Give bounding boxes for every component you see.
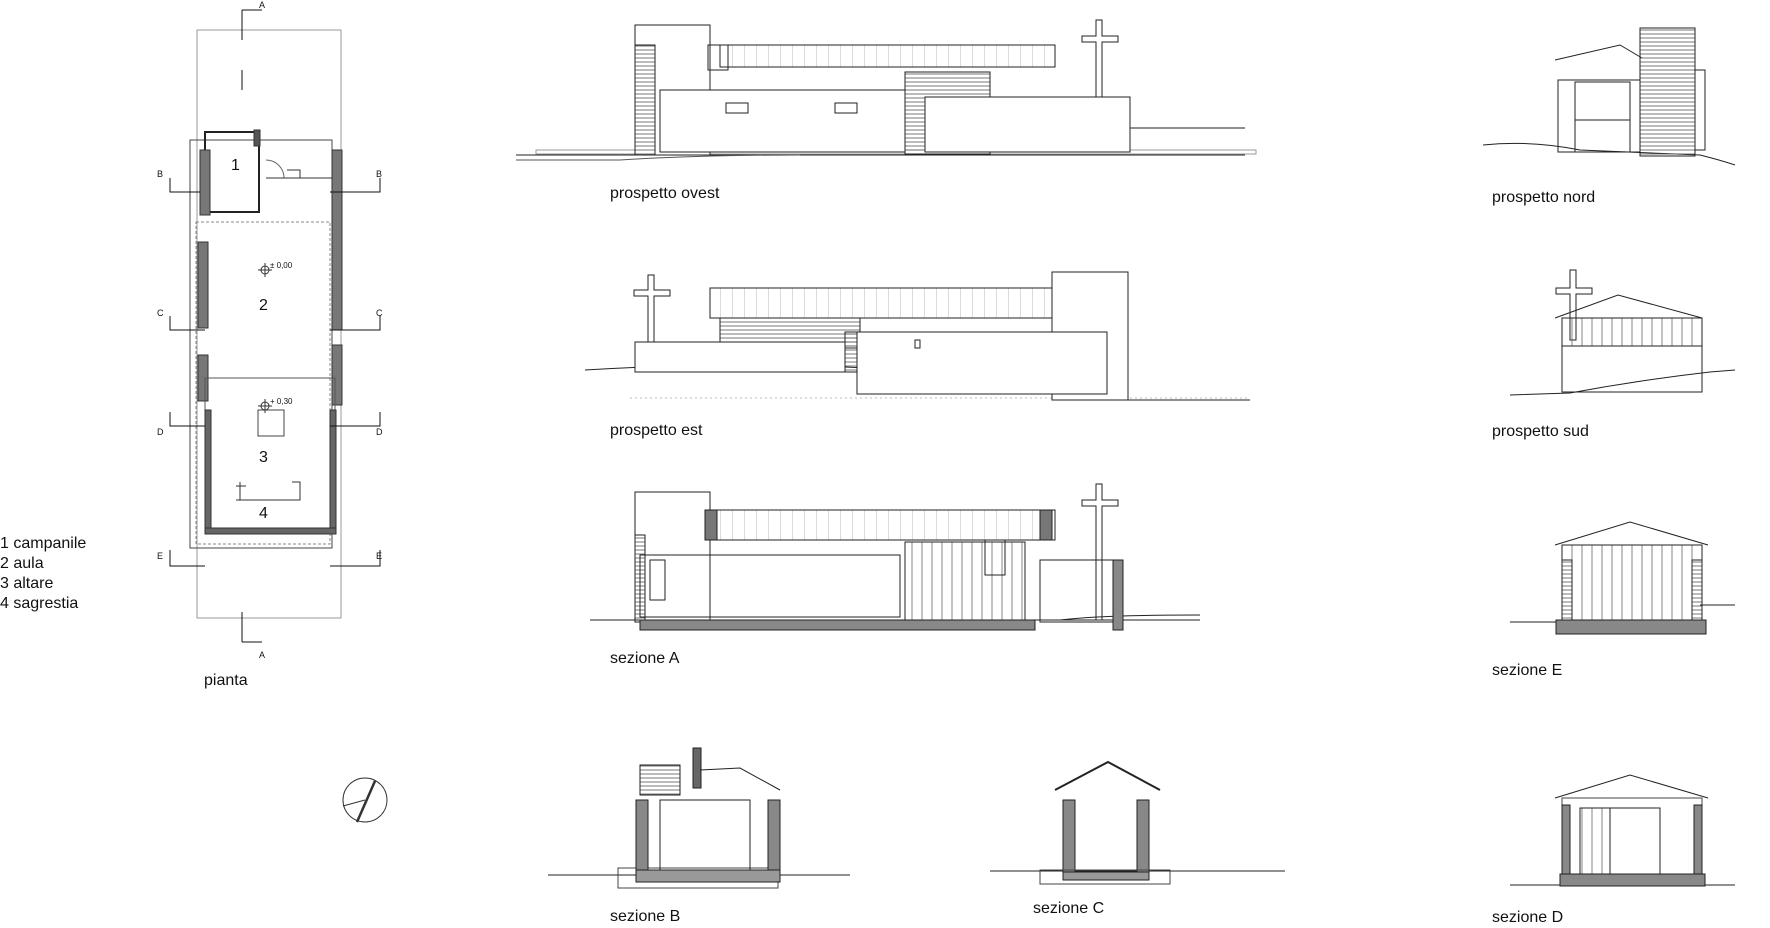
legend-item-aula: 2 aula: [0, 555, 44, 572]
floor-plan: [170, 10, 383, 642]
section-d: [1510, 775, 1735, 886]
section-b-label: sezione B: [610, 908, 681, 925]
section-c: [990, 762, 1285, 884]
section-b: [548, 748, 850, 888]
room-number-4: 4: [259, 505, 268, 522]
section-mark-e-right: E: [376, 551, 383, 561]
elevation-west: [516, 20, 1256, 160]
legend-item-altare: 3 altare: [0, 575, 54, 592]
room-legend: [0, 534, 86, 614]
room-number-3: 3: [259, 449, 268, 466]
section-a-label: sezione A: [610, 650, 680, 667]
level-marker-aula: ± 0,00: [270, 261, 293, 270]
section-mark-c-left: C: [157, 308, 164, 318]
section-d-label: sezione D: [1492, 909, 1564, 926]
plan-title: pianta: [204, 672, 248, 689]
section-mark-d-right: D: [376, 427, 383, 437]
north-arrow-icon: [343, 778, 387, 822]
legend-item-sagrestia: 4 sagrestia: [0, 595, 79, 612]
section-mark-a-bottom: A: [259, 650, 266, 660]
section-c-label: sezione C: [1033, 900, 1105, 917]
section-mark-b-left: B: [157, 169, 164, 179]
elevation-east-label: prospetto est: [610, 422, 703, 439]
elevation-north-label: prospetto nord: [1492, 189, 1596, 206]
section-mark-d-left: D: [157, 427, 164, 437]
elevation-east: [585, 272, 1250, 400]
section-mark-c-right: C: [376, 308, 383, 318]
section-a: [590, 484, 1200, 630]
room-number-1: 1: [231, 157, 240, 174]
section-mark-a-top: A: [259, 0, 266, 10]
section-mark-b-right: B: [376, 169, 383, 179]
elevation-south-label: prospetto sud: [1492, 423, 1589, 440]
section-mark-e-left: E: [157, 551, 164, 561]
elevation-west-label: prospetto ovest: [610, 185, 720, 202]
section-e-label: sezione E: [1492, 662, 1563, 679]
legend-item-campanile: 1 campanile: [0, 535, 87, 552]
section-e: [1510, 522, 1735, 634]
room-number-2: 2: [259, 297, 268, 314]
elevation-south: [1510, 270, 1735, 395]
level-marker-altare: + 0,30: [270, 397, 293, 406]
elevation-north: [1483, 28, 1735, 165]
